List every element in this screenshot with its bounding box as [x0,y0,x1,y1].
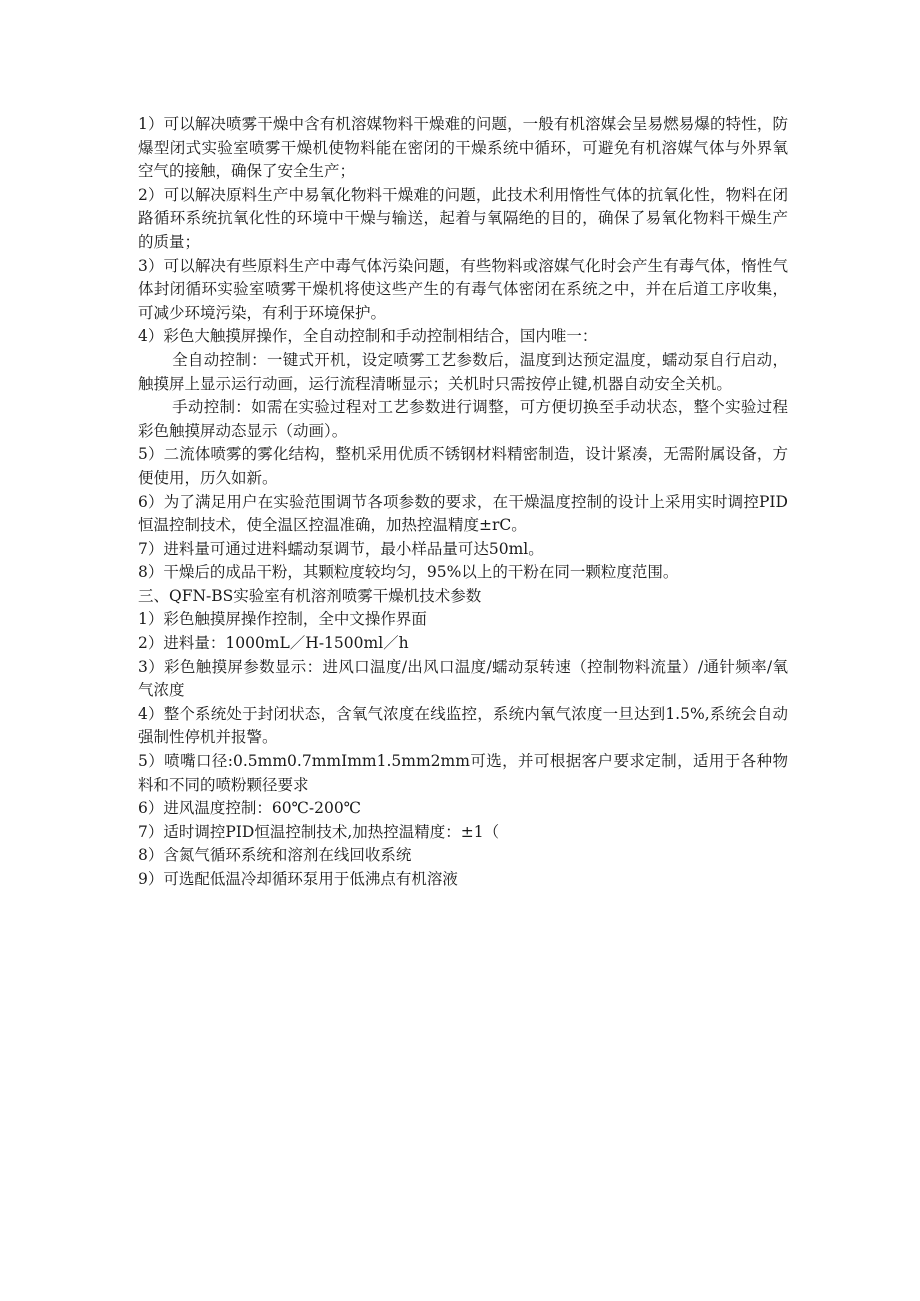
spec-item-7: 7）适时调控PID恒温控制技术,加热控温精度：±1（ [138,822,500,841]
paragraph-2: 2）可以解决原料生产中易氧化物料干燥难的问题，此技术利用惰性气体的抗氧化性，物料在闭路循环系统抗氧化性的环境中干燥与输送，起着与氧隔绝的目的，确保了易氧化物料干燥生产的质量； [138,185,788,251]
spec-item-2: 2）进料量：1000mL／H-1500ml／h [138,634,409,653]
paragraph-1: 1）可以解决喷雾干燥中含有机溶媒物料干燥难的问题，一般有机溶媒会呈易燃易爆的特性，防爆型闭式实验室喷雾干燥机使物料能在密闭的干燥系统中循环，可避免有机溶媒气体与外界氧空气的接触，确保了安全生产； [138,115,788,181]
paragraph-auto-control: 全自动控制：一键式开机，设定喷雾工艺参数后，温度到达预定温度，蠕动泵自行启动，触摸屏上显示运行动画，运行流程清晰显示；关机时只需按停止键,机器自动安全关机。 [138,350,788,393]
spec-item-4: 4）整个系统处于封闭状态，含氧气浓度在线监控，系统内氧气浓度一旦达到1.5%,系统会自动强制性停机并报警。 [138,704,788,747]
spec-item-8: 8）含氮气循环系统和溶剂在线回收系统 [138,846,412,865]
section-heading: 三、QFN-BS实验室有机溶剂喷雾干燥机技术参数 [138,586,482,605]
spec-item-9: 9）可选配低温冷却循环泵用于低沸点有机溶液 [138,870,458,888]
paragraph-5: 5）二流体喷雾的雾化结构，整机采用优质不锈钢材料精密制造，设计紧凑，无需附属设备，方便使用，历久如新。 [138,445,788,487]
paragraph-7: 7）进料量可通过进料蠕动泵调节，最小样品量可达50ml。 [138,539,544,558]
paragraph-6: 6）为了满足用户在实验范围调节各项参数的要求，在干燥温度控制的设计上采用实时调控PID恒温控制技术，使全温区控温准确，加热控温精度±rC。 [138,492,788,535]
spec-item-5: 5）喷嘴口径:0.5mm0.7mmImm1.5mm2mm可选，并可根据客户要求定制，适用于各种物料和不同的喷粉颗径要求 [138,752,788,794]
spec-item-3: 3）彩色触摸屏参数显示：进风口温度/出风口温度/蠕动泵转速（控制物料流量）/通针频率/氧气浓度 [138,657,788,700]
paragraph-4: 4）彩色大触摸屏操作，全自动控制和手动控制相结合，国内唯一： [138,327,598,346]
paragraph-manual-control: 手动控制：如需在实验过程对工艺参数进行调整，可方便切换至手动状态，整个实验过程彩色触摸屏动态显示（动画）。 [138,398,788,440]
spec-item-1: 1）彩色触摸屏操作控制，全中文操作界面 [138,610,427,629]
paragraph-8: 8）干燥后的成品干粉，其颗粒度较均匀，95%以上的干粉在同一颗粒度范围。 [138,563,679,582]
paragraph-3: 3）可以解决有些原料生产中毒气体污染问题，有些物料或溶媒气化时会产生有毒气体，惰性气体封闭循环实验室喷雾干燥机将使这些产生的有毒气体密闭在系统之中，并在后道工序收集，可减少环境污染，有利于环境保护。 [138,256,788,322]
document-body [138,113,788,892]
spec-item-6: 6）进风温度控制：60℃-200℃ [138,799,362,818]
